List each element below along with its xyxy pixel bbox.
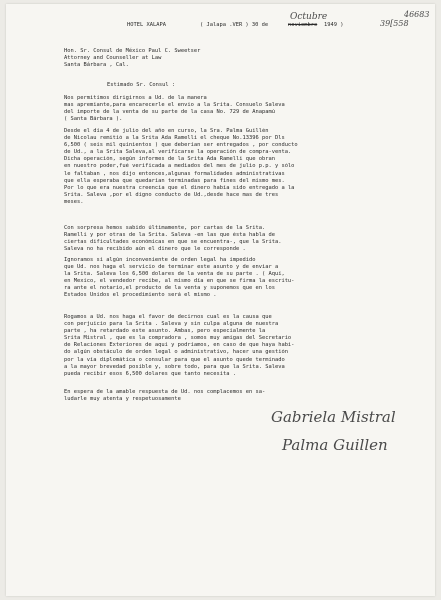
paragraph-5-line: do algún obstáculo de orden legal o administrativo, hacer una gestión [64,349,288,356]
paragraph-2-line: en nuestro poder,fué verificada a mediados del mes de julio p.p. y sólo [64,163,295,170]
paragraph-2-line: Srita. Saleva ,por el digno conducto de Ud.,desde hace mas de tres [64,191,279,198]
paragraph-2-line: meses. [64,198,84,205]
paragraph-6-line: En espera de la amable respuesta de Ud. nos complacemos en sa- [64,389,266,395]
paragraph-3-line: Con sorpresa hemos sabido últimamente, por cartas de la Srita. [64,225,266,231]
handwritten-month: Octubre [290,12,328,22]
archive-reference: 39[558 [380,19,409,28]
paragraph-5-line: por la vía diplomática o consular para que el asunto quede terminado [64,356,285,363]
paragraph-2-line: de Ud., a la Srita Saleva,al verificarse la operación de compra-venta. [64,149,292,156]
paragraph-5-line: a la mayor brevedad posible y, sobre todo, para que la Srita. Saleva [64,363,285,370]
paragraph-4-line: la Srita. Saleva los 6,500 dolares de la venta de su parte . ( Aquí, [64,271,285,278]
place-date-prefix: ( Jalapa .VER ) 30 de [200,22,269,28]
paragraph-3-line: Saleva no ha recibido aún el dinero que le corresponde . [64,246,246,253]
paragraph-5-line: pueda recibir esos 6,500 dolares que tanto necesita . [64,370,237,377]
struck-month: noviembre [288,22,318,28]
paragraph-1-line: Nos permitimos dirigirnos a Ud. de la manera [64,95,207,101]
paragraph-1-line: ( Santa Bárbara ). [64,116,123,123]
paragraph-4-line: Estados Unidos el procedimiento será el mismo . [64,292,217,299]
paragraph-2-line: Por lo que era nuestra creencia que el dinero había sido entregado a la [64,184,295,191]
paragraph-4 [64,257,424,300]
paragraph-1-line: del importe de la venta de su parte de la casa No. 729 de Anapamú [64,109,275,116]
addressee-line-3: Santa Bárbara , Cal. [64,62,129,68]
paragraph-2-line: Dicha operación, según informes de la Srita Ada Ramelli que obran [64,156,275,163]
paragraph-2 [64,128,424,206]
paragraph-5-line: Srita Mistral , que es la compradora , somos muy amigas del Secretario [64,335,292,342]
letter-page [6,4,435,596]
addressee-line-1: Hon. Sr. Consul de México Paul C. Sweetser [64,48,201,54]
paragraph-3 [64,225,424,253]
date-year: 1949 ) [324,22,344,28]
addressee-line-2: Attorney and Counseller at Law [64,55,162,61]
paragraph-4-line: que Ud. nos haga el servicio de terminar este asunto y de enviar a [64,264,279,271]
paragraph-6-line: ludarle muy atenta y respetuosamente [64,396,181,403]
paragraph-2-line: de Nicolau remitió a la Srita Ada Ramelli el cheque No.13396 por Dls [64,135,285,142]
archive-reference-top: 46683 [404,10,430,19]
paragraph-3-line: ciertas dificultades económicas en que se encuentra-, que la Srita. [64,239,282,246]
signature-palma-guillen: Palma Guillen [282,436,388,454]
paragraph-5-line: con perjuicio para la Srita . Saleva y sin culpa alguna de nuestra [64,321,279,328]
paragraph-5-line: Rogamos a Ud. nos haga el favor de decirnos cual es la causa que [64,314,272,320]
salutation: Estimado Sr. Consul : [107,82,176,88]
paragraph-2-line: que ella esperaba que quedarían terminadas para fines del mismo mes. [64,177,285,184]
paragraph-4-line: en Mexico, el vendedor recibe, al mismo día en que se firma la escritu- [64,278,295,285]
letterhead-hotel: HOTEL XALAPA [127,22,166,28]
paragraph-5 [64,314,424,378]
paragraph-1-line: mas apremiante,para encarecerle el envio a la Srita. Consuelo Saleva [64,102,285,109]
paragraph-4-line: ra ante el notario,el producto de la venta y suponemos que en los [64,285,275,292]
paragraph-5-line: de Relaciones Exteriores de aquí y podríamos, en caso de que haya habi- [64,342,295,349]
paragraph-4-line: Ignoramos si algún inconveniente de orden legal ha impedido [64,257,256,263]
paragraph-6 [64,389,424,403]
paragraph-2-line: Desde el día 4 de julio del año en curso, la Sra. Palma Guillén [64,128,269,134]
paragraph-3-line: Ramelli y por otras de la Srita. Saleva -en las que ésta habla de [64,232,275,239]
signature-gabriela-mistral: Gabriela Mistral [271,408,396,426]
paragraph-5-line: parte , ha retardado este asunto. Ambas, pero especialmente la [64,328,266,335]
paragraph-1 [64,95,424,123]
paragraph-2-line: 6,500 ( seis mil quinientos ) que deberían ser entregados , por conducto [64,142,298,149]
paragraph-2-line: le faltaban , nos dijo entonces,algunas formalidades administrativas [64,170,285,177]
